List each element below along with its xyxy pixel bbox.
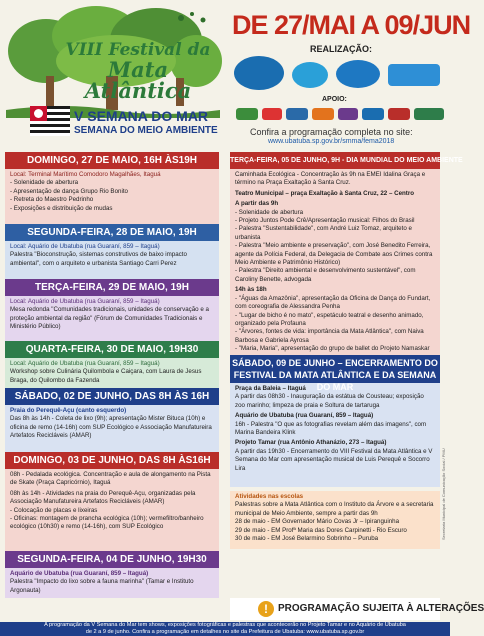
event-line: 08h às 14h - Atividades na praia do Perequê-Açu, organizadas pela Associação Manufatureira Artefatos Recicláveis (AMAR) xyxy=(10,489,196,506)
event-line: Projeto Tamar (rua Antônio Athanázio, 273 – Itaguá) xyxy=(235,439,387,447)
realizacao-logos xyxy=(234,56,446,92)
event-title: SÁBADO, 09 DE JUNHO – ENCERRAMENTO DO FESTIVAL DA MATA ATLÂNTICA E DA SEMANA DO MAR xyxy=(230,355,440,383)
footer xyxy=(0,622,450,636)
apoio-label: APOIO: xyxy=(322,96,347,103)
event-line: Aquário de Ubatuba (rua Guaraní, 859 – Itaguá) xyxy=(10,570,149,577)
school-activities xyxy=(230,491,440,549)
event-line: - "Maria, Maria", apresentação do grupo de ballet do Projeto Namaskar xyxy=(235,345,430,353)
tamar-logo-icon xyxy=(234,56,284,90)
event-line: 16h - Palestra "O que as fotografias revelam além das imagens", com Marina Bandeira Klink xyxy=(235,420,427,437)
event-line: 08h - Pedalada ecológica. Concentração e aula de alongamento na Pista de Skate (Praça Capricórnio), Itaguá xyxy=(10,471,211,487)
event-title: QUARTA-FEIRA, 30 DE MAIO, 19H30 xyxy=(5,341,219,358)
semana-meio-ambiente-title: SEMANA DO MEIO AMBIENTE xyxy=(74,125,218,136)
schedule-notice xyxy=(230,598,484,620)
aquario-logo-icon xyxy=(336,60,380,88)
tamar-small-logo-icon xyxy=(362,108,384,120)
festival-title xyxy=(58,42,218,101)
event-line: A partir das 9h xyxy=(235,200,279,208)
event-title: SÁBADO, 02 DE JUNHO, DAS 8H ÀS 16H xyxy=(5,388,219,405)
event-line: - Exposições e distribuição de mudas xyxy=(10,204,113,212)
event-line: - Apresentação de dança Grupo Rio Bonito xyxy=(10,187,128,195)
event-line: - Palestra "Direito ambiental e desenvolvimento sustentável", com Caroliny Benette, advogada xyxy=(235,267,416,283)
event-title: DOMINGO, 03 DE JUNHO, DAS 8H ÀS16H xyxy=(5,452,219,469)
event-details xyxy=(5,568,219,598)
event-line: Local: Aquário de Ubatuba (rua Guaraní, 859 – Itaguá) xyxy=(10,243,160,250)
event-line: Praia do Perequê-Açu (canto esquerdo) xyxy=(10,407,127,414)
event-line: Local: Terminal Marítimo Comodoro Magalhães, Itaguá xyxy=(10,171,161,178)
festival-title-line1: VIII Festival da xyxy=(65,40,211,60)
event-line: 29 de maio - EM Profª Maria das Dores Carpinetti - Rio Escuro xyxy=(235,526,407,534)
event-details xyxy=(5,169,219,224)
event-line: - Projeto Juntos Pode Crê/Apresentação musical: Filhos do Brasil xyxy=(235,217,415,225)
comtur-logo-icon xyxy=(414,108,444,120)
footer-line2: de 2 a 9 de junho. Confira a programação em detalhes no site da Prefeitura de Ubatuba: www.ubatuba.sp.gov.br xyxy=(85,629,365,635)
event-line: - Solenidade de abertura xyxy=(235,208,304,216)
uba-logo-icon xyxy=(262,108,282,120)
event-line: Aquário de Ubatuba (rua Guaraní, 859 – Itaguá) xyxy=(235,412,374,420)
event-line: - Retreta do Maestro Pedrinho xyxy=(10,196,94,204)
event-title: SEGUNDA-FEIRA, 28 DE MAIO, 19H xyxy=(5,224,219,241)
event-line: - Solenidade de abertura xyxy=(10,179,79,187)
event-title: TERÇA-FEIRA, 05 DE JUNHO, 9H - DIA MUNDIAL DO MEIO AMBIENTE xyxy=(230,152,440,169)
event-line: Palestra "Bioconstrução, sistemas construtivos de baixo impacto ambiental", com o arquiteto e urbanista Santiago Carri Perez xyxy=(10,251,187,267)
event-line: - Oficinas: montagem de prancha ecológica (10h); vermefiltro/banheiro ecológico (10h30) e remo (14-16h), com SUP Ecológico xyxy=(10,515,204,531)
semana-do-mar-title: V SEMANA DO MAR xyxy=(74,108,209,124)
event-line: 30 de maio - EM José Belarmino Sobrinho – Puruba xyxy=(235,535,379,543)
event-details xyxy=(5,241,219,279)
event-details xyxy=(230,169,440,355)
festival-title-line2: Mata Atlântica xyxy=(84,57,192,103)
sp-flag-icon xyxy=(30,106,70,136)
event-title: SEGUNDA-FEIRA, 04 DE JUNHO, 19H30 xyxy=(5,551,219,568)
event-line: Palestras sobre a Mata Atlântica com o Instituto da Árvore e a secretaria municipal de Meio Ambiente, sempre a partir das 9h xyxy=(235,501,434,517)
warning-icon: ! xyxy=(258,601,274,617)
ubatuba-logo-icon xyxy=(388,64,440,86)
event-details xyxy=(5,469,219,551)
ipe-logo-icon xyxy=(338,108,358,120)
side-credit: Secretaria Municipal de Comunicação Social / PMU xyxy=(441,448,446,540)
event-details xyxy=(5,358,219,388)
event-line: - Palestra "Sustentabilidade", com André Luiz Tomaz, arquiteto e urbanista xyxy=(235,225,412,241)
event-line: Workshop sobre Culinária Quilombola e Caiçara, com Laura de Jesus Braga, do Quilombo da Fazenda xyxy=(10,368,202,384)
event-line: - "Águas da Amazônia", apresentação da Oficina de Dança do Fundart, com coreografia de Alessandra Penha xyxy=(235,294,431,311)
header xyxy=(0,0,471,148)
event-line: - "Árvores, fontes de vida: importância da Mata Atlântica", com Naiva Barbosa e Gabriela Ayrosa xyxy=(235,328,424,344)
event-line: - Palestra "Meio ambiente e preservação", com José Benedito Ferreira, agente da Polícia Federal, da Delegacia de Combate aos Crimes contra Meio Ambiente e Patrimônio Histórico) xyxy=(235,242,433,267)
event-details xyxy=(5,296,219,341)
event-line: Local: Aquário de Ubatuba (rua Guaraní, 859 – Itaguá) xyxy=(10,298,160,305)
event-line: A partir das 08h30 - Inauguração da estátua de Cousteau; exposição zoo marinho; limpeza de praia e Soltura de tartaruga xyxy=(235,393,424,409)
event-details xyxy=(5,405,219,452)
event-line: 14h às 18h xyxy=(235,286,267,294)
event-line: Teatro Municipal – praça Exaltação à Santa Cruz, 22 – Centro xyxy=(235,189,415,197)
left-column xyxy=(5,152,219,598)
apoio-logos xyxy=(236,106,446,122)
event-line: Mesa redonda "Comunidades tradicionais, unidades de conservação e a proteção ambiental da região" (Fórum de Comunidades Tradicionais e Ministério Público) xyxy=(10,306,209,331)
event-line: 28 de maio - EM Governador Mário Covas Jr – Ipiranguinha xyxy=(235,518,400,526)
footer-line1: A programação da V Semana do Mar tem shows, exposições fotográficas e palestras que acontecerão no Projeto Tamar e no Aquário de Ubatuba xyxy=(44,622,406,628)
embrapii-logo-icon xyxy=(286,108,308,120)
event-title: DOMINGO, 27 DE MAIO, 16H ÀS19H xyxy=(5,152,219,169)
notice-text: PROGRAMAÇÃO SUJEITA À ALTERAÇÕES xyxy=(278,603,484,614)
school-activities-title: Atividades nas escolas xyxy=(235,493,304,500)
event-line: Das 8h às 14h - Coleta de lixo (9h); apresentação Mister Bituca (10h) e oficina de remo (14-16h) com SUP Ecológico e Associação Manufatureira Artefatos Recicláveis (AMAR) xyxy=(10,415,212,440)
event-details xyxy=(230,383,440,487)
event-line: A partir das 19h30 - Encerramento do VIII Festival da Mata Atlântica e V Semana do Mar com apresentação musical de Luis Perequê e Socorro Lira xyxy=(235,447,433,472)
event-line: Praça da Baleia – Itaguá xyxy=(235,385,306,392)
realizacao-label: REALIZAÇÃO: xyxy=(310,44,372,54)
event-dates: DE 27/MAI A 09/JUN xyxy=(232,10,471,40)
fundart-logo-icon xyxy=(312,108,334,120)
event-title: TERÇA-FEIRA, 29 DE MAIO, 19H xyxy=(5,279,219,296)
sp-logo-icon xyxy=(388,108,410,120)
event-line: Palestra "Impacto do lixo sobre a fauna marinha" (Tamar e Instituto Argonauta) xyxy=(10,578,194,594)
argonauta-logo-icon xyxy=(292,62,328,88)
site-url[interactable]: www.ubatuba.sp.gov.br/smma/fema2018 xyxy=(268,138,395,145)
event-line: - "Lugar de bicho é no mato", espetáculo teatral e desenho animado, organizado pela Profauna xyxy=(235,311,424,327)
event-line: - Colocação de placas e lixeiras xyxy=(10,506,98,514)
mundo-verde-logo-icon xyxy=(236,108,258,120)
confira-text: Confira a programação completa no site: xyxy=(250,127,413,137)
event-line: Local: Aquário de Ubatuba (rua Guaraní, 859 – Itaguá) xyxy=(10,360,160,367)
event-line: Caminhada Ecológica - Concentração às 9h na EMEI Idalina Graça e término na Praça Exaltação à Santa Cruz. xyxy=(235,171,426,187)
